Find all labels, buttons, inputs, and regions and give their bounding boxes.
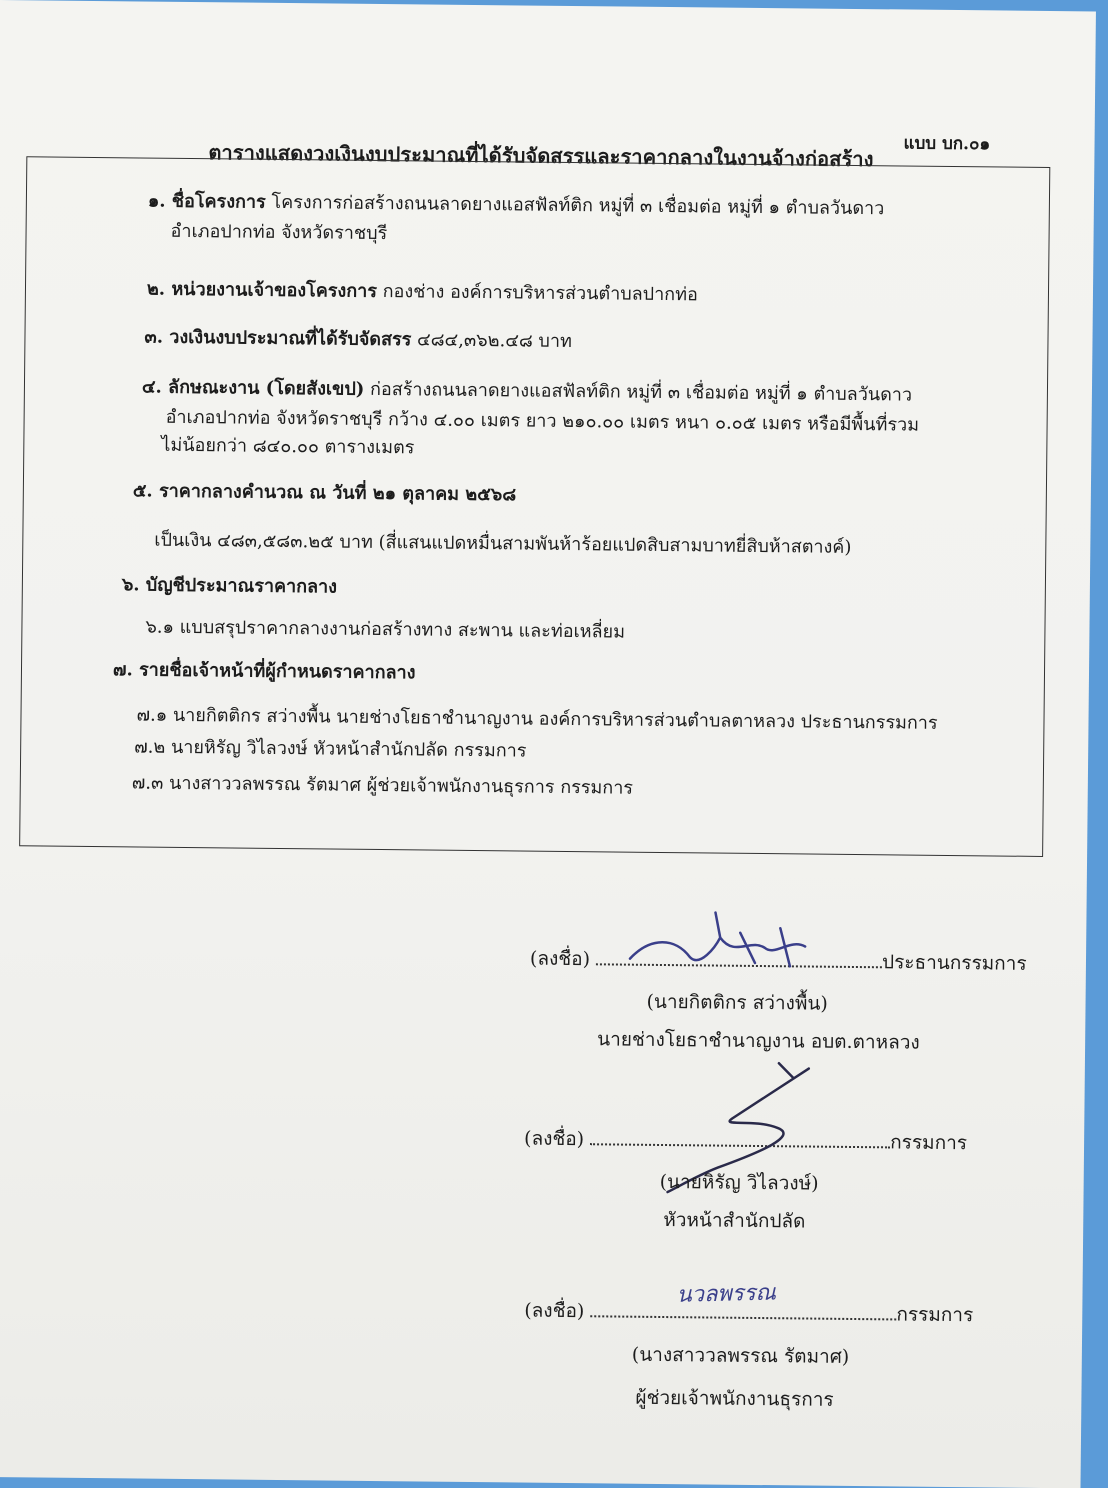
sign-prefix: (ลงชื่อ) — [529, 947, 591, 971]
committee-member-2: ๗.๒ นายหิรัญ วิไลวงษ์ หัวหน้าสำนักปลัด กรรมการ — [134, 736, 527, 762]
section-4-value-line3: ไม่น้อยกว่า ๘๔๐.๐๐ ตารางเมตร — [161, 434, 415, 459]
section-6-item-1: ๖.๑ แบบสรุปราคากลางงานก่อสร้างทาง สะพาน และท่อเหลี่ยม — [145, 616, 626, 643]
section-4-value-line2: อำเภอปากท่อ จังหวัดราชบุรี กว้าง ๔.๐๐ เมตร ยาว ๒๑๐.๐๐ เมตร หนา ๐.๐๕ เมตร หรือมีพื้นที่รวม — [165, 406, 920, 436]
member-1-name: (นายหิรัญ วิไลวงษ์) — [659, 1170, 819, 1195]
committee-member-3: ๗.๓ นางสาววลพรรณ รัตมาศ ผู้ช่วยเจ้าพนักงานธุรการ กรรมการ — [131, 772, 634, 799]
sign-role: ประธานกรรมการ — [881, 951, 1027, 975]
section-2-label: ๒. หน่วยงานเจ้าของโครงการ — [146, 278, 378, 302]
section-5-amount: เป็นเงิน ๔๘๓,๕๘๓.๒๕ บาท (สี่แสนแปดหมื่นสามพันห้าร้อยแปดสิบสามบาทยี่สิบห้าสตางค์) — [154, 529, 852, 558]
section-6-label: ๖. บัญชีประมาณราคากลาง — [121, 574, 338, 598]
section-3-value: ๔๘๔,๓๖๒.๔๘ บาท — [416, 329, 573, 353]
chairman-name: (นายกิตติกร สว่างพื้น) — [646, 990, 828, 1015]
document-title: ตารางแสดงวงเงินงบประมาณที่ได้รับจัดสรรและราคากลางในงานจ้างก่อสร้าง — [208, 140, 874, 172]
section-median-price-date — [133, 477, 517, 509]
section-3-label: ๓. วงเงินงบประมาณที่ได้รับจัดสรร — [144, 326, 412, 351]
section-price-estimate-list — [122, 571, 337, 601]
member-2-position: ผู้ช่วยเจ้าพนักงานธุรการ — [635, 1386, 834, 1411]
member-2-name: (นางสาววลพรรณ รัตมาศ) — [631, 1343, 850, 1368]
section-owner-agency — [147, 276, 698, 310]
section-4-value: ก่อสร้างถนนลาดยางแอสฟัลท์ติก หมู่ที่ ๓ เชื่อมต่อ หมู่ที่ ๑ ตำบลวันดาว — [369, 378, 913, 406]
sign-prefix: (ลงชื่อ) — [523, 1127, 585, 1151]
sign-prefix: (ลงชื่อ) — [524, 1299, 585, 1323]
section-2-value: กองช่าง องค์การบริหารส่วนตำบลปากท่อ — [382, 281, 698, 306]
section-1-label: ๑. ชื่อโครงการ — [147, 190, 266, 213]
chairman-position: นายช่างโยธาชำนาญงาน อบต.ตาหลวง — [597, 1028, 920, 1054]
section-5-label: ๕. ราคากลางคำนวณ ณ วันที่ ๒๑ ตุลาคม ๒๕๖๘ — [132, 480, 517, 506]
section-committee — [113, 656, 416, 687]
section-budget — [144, 324, 572, 356]
committee-member-1: ๗.๑ นายกิตติกร สว่างพื้น นายช่างโยธาชำนาญงาน องค์การบริหารส่วนตำบลตาหลวง ประธานกรรมการ — [136, 704, 938, 734]
section-4-label: ๔. ลักษณะงาน (โดยสังเขป) — [141, 376, 365, 400]
section-1-value: โครงการก่อสร้างถนนลาดยางแอสฟัลท์ติก หมู่ที่ ๓ เชื่อมต่อ หมู่ที่ ๑ ตำบลวันดาว — [271, 191, 885, 220]
sign-role: กรรมการ — [890, 1131, 968, 1155]
member-1-position: หัวหน้าสำนักปลัด — [663, 1209, 806, 1233]
signature-mark-chairman — [620, 907, 831, 979]
form-code: แบบ บก.๐๑ — [903, 133, 991, 155]
section-7-label: ๗. รายชื่อเจ้าหน้าที่ผู้กำหนดราคากลาง — [112, 659, 416, 684]
handwritten-signature-member-2: นวลพรรณ — [676, 1280, 777, 1308]
section-1-value-line2: อำเภอปากท่อ จังหวัดราชบุรี — [170, 220, 388, 245]
sign-role: กรรมการ — [896, 1303, 974, 1327]
